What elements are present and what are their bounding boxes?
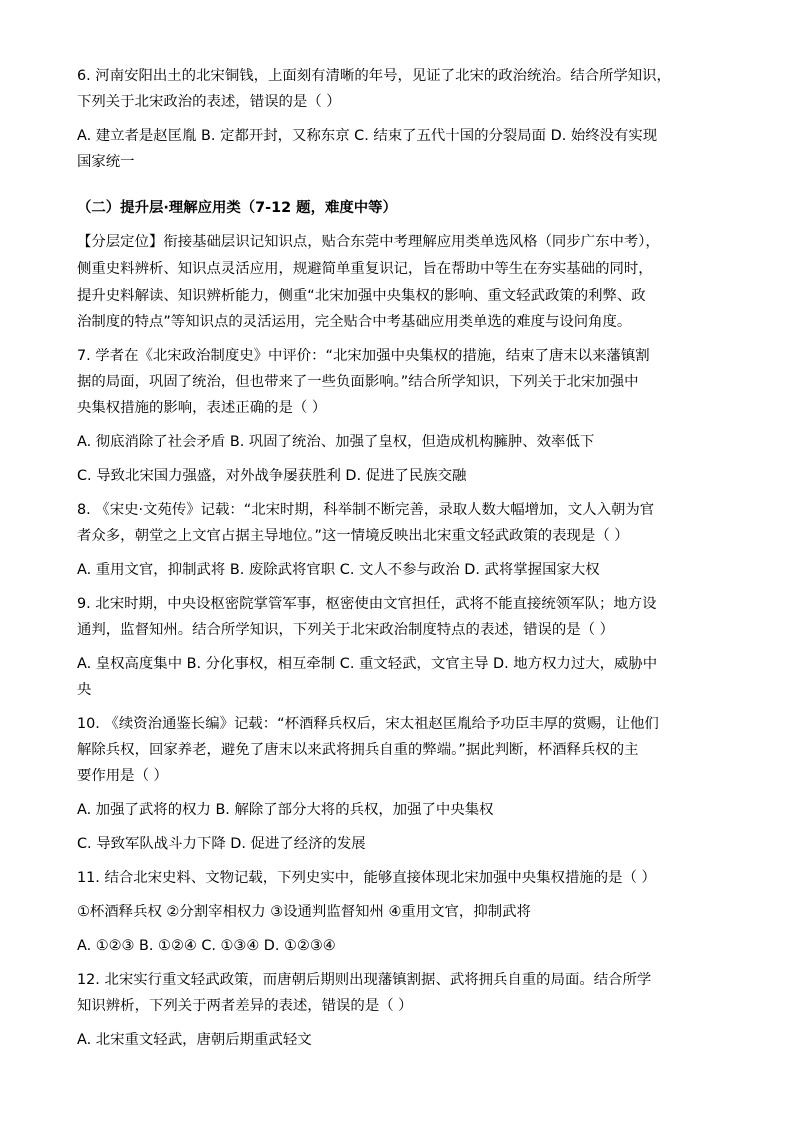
q6-stem-line-2: 下列关于北宋政治的表述，错误的是（ ） <box>77 94 341 110</box>
intro-line-3: 提升史料解读、知识辨析能力，侧重“北宋加强中央集权的影响、重文轻武政策的利弊、政 <box>77 288 646 304</box>
intro-line-1: 【分层定位】衔接基础层识记知识点，贴合东莞中考理解应用类单选风格（同步广东中考）， <box>77 234 660 250</box>
intro-line-4: 治制度的特点”等知识点的灵活运用，完全贴合中考基础应用类单选的难度与设问角度。 <box>77 314 632 330</box>
q8-stem-line-2: 者众多，朝堂之上文官占据主导地位。”这一情境反映出北宋重文轻武政策的表现是（ ） <box>77 528 629 544</box>
q9-stem-line-2: 通判，监督知州。结合所学知识，下列关于北宋政治制度特点的表述，错误的是（ ） <box>77 622 615 638</box>
q10-options-line-2: C. 导致军队战斗力下降 D. 促进了经济的发展 <box>77 836 366 852</box>
q9-options-line-2: 央 <box>77 682 92 698</box>
q11-items: ①杯酒释兵权 ②分割宰相权力 ③设通判监督知州 ④重用文官，抑制武将 <box>77 904 531 920</box>
q7-stem-line-1: 7. 学者在《北宋政治制度史》中评价：“北宋加强中央集权的措施，结束了唐末以来藩镇割 <box>77 348 650 364</box>
section-heading: （二）提升层·理解应用类（7-12 题，难度中等） <box>77 200 397 216</box>
q10-options-line-1: A. 加强了武将的权力 B. 解除了部分大将的兵权，加强了中央集权 <box>77 802 494 818</box>
q10-stem-line-2: 解除兵权，回家养老，避免了唐末以来武将拥兵自重的弊端。”据此判断，杯酒释兵权的主 <box>77 742 639 758</box>
q10-stem-line-3: 要作用是（ ） <box>77 768 168 784</box>
q7-stem-line-2: 据的局面，巩固了统治，但也带来了一些负面影响。”结合所学知识，下列关于北宋加强中 <box>77 374 639 390</box>
q6-stem-line-1: 6. 河南安阳出土的北宋铜钱，上面刻有清晰的年号，见证了北宋的政治统治。结合所学知识， <box>77 68 671 84</box>
q8-options: A. 重用文官，抑制武将 B. 废除武将官职 C. 文人不参与政治 D. 武将掌握国家大权 <box>77 562 600 578</box>
q9-options-line-1: A. 皇权高度集中 B. 分化事权，相互牵制 C. 重文轻武，文官主导 D. 地方权力过大，威胁中 <box>77 656 658 672</box>
q10-stem-line-1: 10. 《续资治通鉴长编》记载：“杯酒释兵权后，宋太祖赵匡胤给予功臣丰厚的赏赐，让他们 <box>77 716 659 732</box>
q7-options-line-2: C. 导致北宋国力强盛，对外战争屡获胜利 D. 促进了民族交融 <box>77 468 467 484</box>
q9-stem-line-1: 9. 北宋时期，中央设枢密院掌管军事，枢密使由文官担任，武将不能直接统领军队；地方设 <box>77 596 657 612</box>
q12-stem-line-2: 知识辨析，下列关于两者差异的表述，错误的是（ ） <box>77 998 413 1014</box>
q7-options-line-1: A. 彻底消除了社会矛盾 B. 巩固了统治、加强了皇权，但造成机构臃肿、效率低下 <box>77 434 595 450</box>
q7-stem-line-3: 央集权措施的影响，表述正确的是（ ） <box>77 400 327 416</box>
q12-stem-line-1: 12. 北宋实行重文轻武政策，而唐朝后期则出现藩镇割据、武将拥兵自重的局面。结合所学 <box>77 972 652 988</box>
q6-options-line-2: 国家统一 <box>77 154 135 170</box>
q12-option-a: A. 北宋重文轻武，唐朝后期重武轻文 <box>77 1032 312 1048</box>
intro-line-2: 侧重史料辨析、知识点灵活应用，规避简单重复识记，旨在帮助中等生在夯实基础的同时， <box>77 261 653 277</box>
q11-stem: 11. 结合北宋史料、文物记载，下列史实中，能够直接体现北宋加强中央集权措施的是（ ） <box>77 870 656 886</box>
q11-options: A. ①②③ B. ①②④ C. ①③④ D. ①②③④ <box>77 938 336 954</box>
q6-options-line-1: A. 建立者是赵匡胤 B. 定都开封，又称东京 C. 结束了五代十国的分裂局面 D. 始终没有实现 <box>77 128 658 144</box>
q8-stem-line-1: 8. 《宋史·文苑传》记载：“北宋时期，科举制不断完善，录取人数大幅增加，文人入朝为官 <box>77 502 655 518</box>
